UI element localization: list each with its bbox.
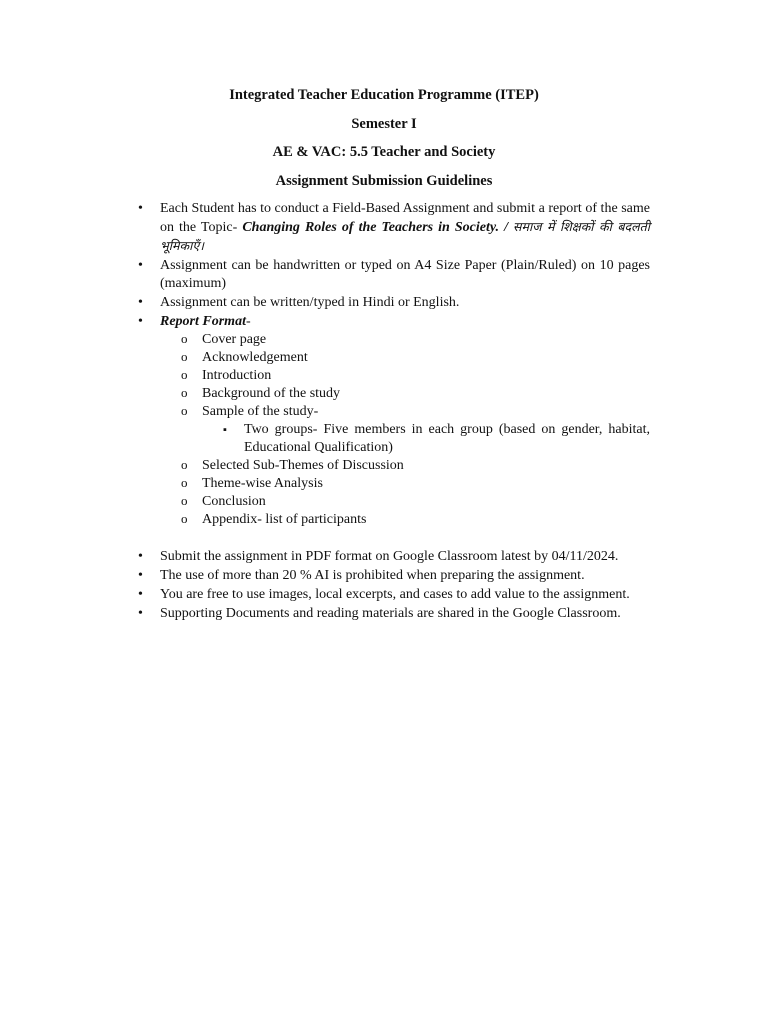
list-item-ai-policy: • The use of more than 20 % AI is prohibited when preparing the assignment. bbox=[136, 567, 650, 585]
report-item-cover: o Cover page bbox=[178, 331, 650, 349]
guidelines-list bbox=[136, 200, 650, 623]
report-item-background: o Background of the study bbox=[178, 385, 650, 403]
programme-title: Integrated Teacher Education Programme (ITEP) bbox=[229, 87, 539, 103]
report-format-label: Report Format bbox=[160, 314, 246, 329]
report-item-acknowledgement: o Acknowledgement bbox=[178, 349, 650, 367]
assignment-topic: Changing Roles of the Teachers in Society. / bbox=[242, 220, 514, 235]
course-title: AE & VAC: 5.5 Teacher and Society bbox=[272, 144, 496, 160]
report-item-introduction: o Introduction bbox=[178, 367, 650, 385]
document-header bbox=[0, 86, 768, 200]
report-format-suffix: - bbox=[245, 314, 251, 329]
list-item-report-format bbox=[136, 313, 650, 547]
guidelines-body bbox=[136, 200, 650, 624]
report-item-conclusion: o Conclusion bbox=[178, 493, 650, 511]
report-item-appendix: o Appendix- list of participants bbox=[178, 511, 650, 529]
list-item-language: • Assignment can be written/typed in Hindi or English. bbox=[136, 294, 650, 312]
guidelines-title: Assignment Submission Guidelines bbox=[275, 172, 493, 189]
semester-title: Semester I bbox=[351, 115, 417, 132]
report-item-subthemes: o Selected Sub-Themes of Discussion bbox=[178, 457, 650, 475]
report-item-analysis: o Theme-wise Analysis bbox=[178, 475, 650, 493]
list-item-paper-format: • Assignment can be handwritten or typed on A4 Size Paper (Plain/Ruled) on 10 pages (maximum) bbox=[136, 257, 650, 293]
field-assignment-text: Each Student has to conduct a Field-Based Assignment and submit a report of the same on the Topic- bbox=[160, 201, 650, 235]
list-item-images: • You are free to use images, local excerpts, and cases to add value to the assignment. bbox=[136, 586, 650, 604]
assignment-topic-hindi: समाज में शिक्षकों की बदलती भूमिकाएँ। bbox=[160, 219, 651, 253]
spacer bbox=[160, 529, 650, 547]
list-item-submission: • Submit the assignment in PDF format on Google Classroom latest by 04/11/2024. bbox=[136, 548, 650, 566]
sample-label: Sample of the study- bbox=[202, 404, 319, 419]
list-item-field-assignment bbox=[136, 200, 650, 256]
sample-sub-item: ▪ Two groups- Five members in each group (based on gender, habitat, Educational Qualification) bbox=[220, 421, 650, 457]
sample-sublist bbox=[220, 421, 650, 457]
report-format-list bbox=[178, 331, 650, 529]
list-item-supporting-docs: • Supporting Documents and reading materials are shared in the Google Classroom. bbox=[136, 605, 650, 623]
report-item-sample bbox=[178, 403, 650, 457]
